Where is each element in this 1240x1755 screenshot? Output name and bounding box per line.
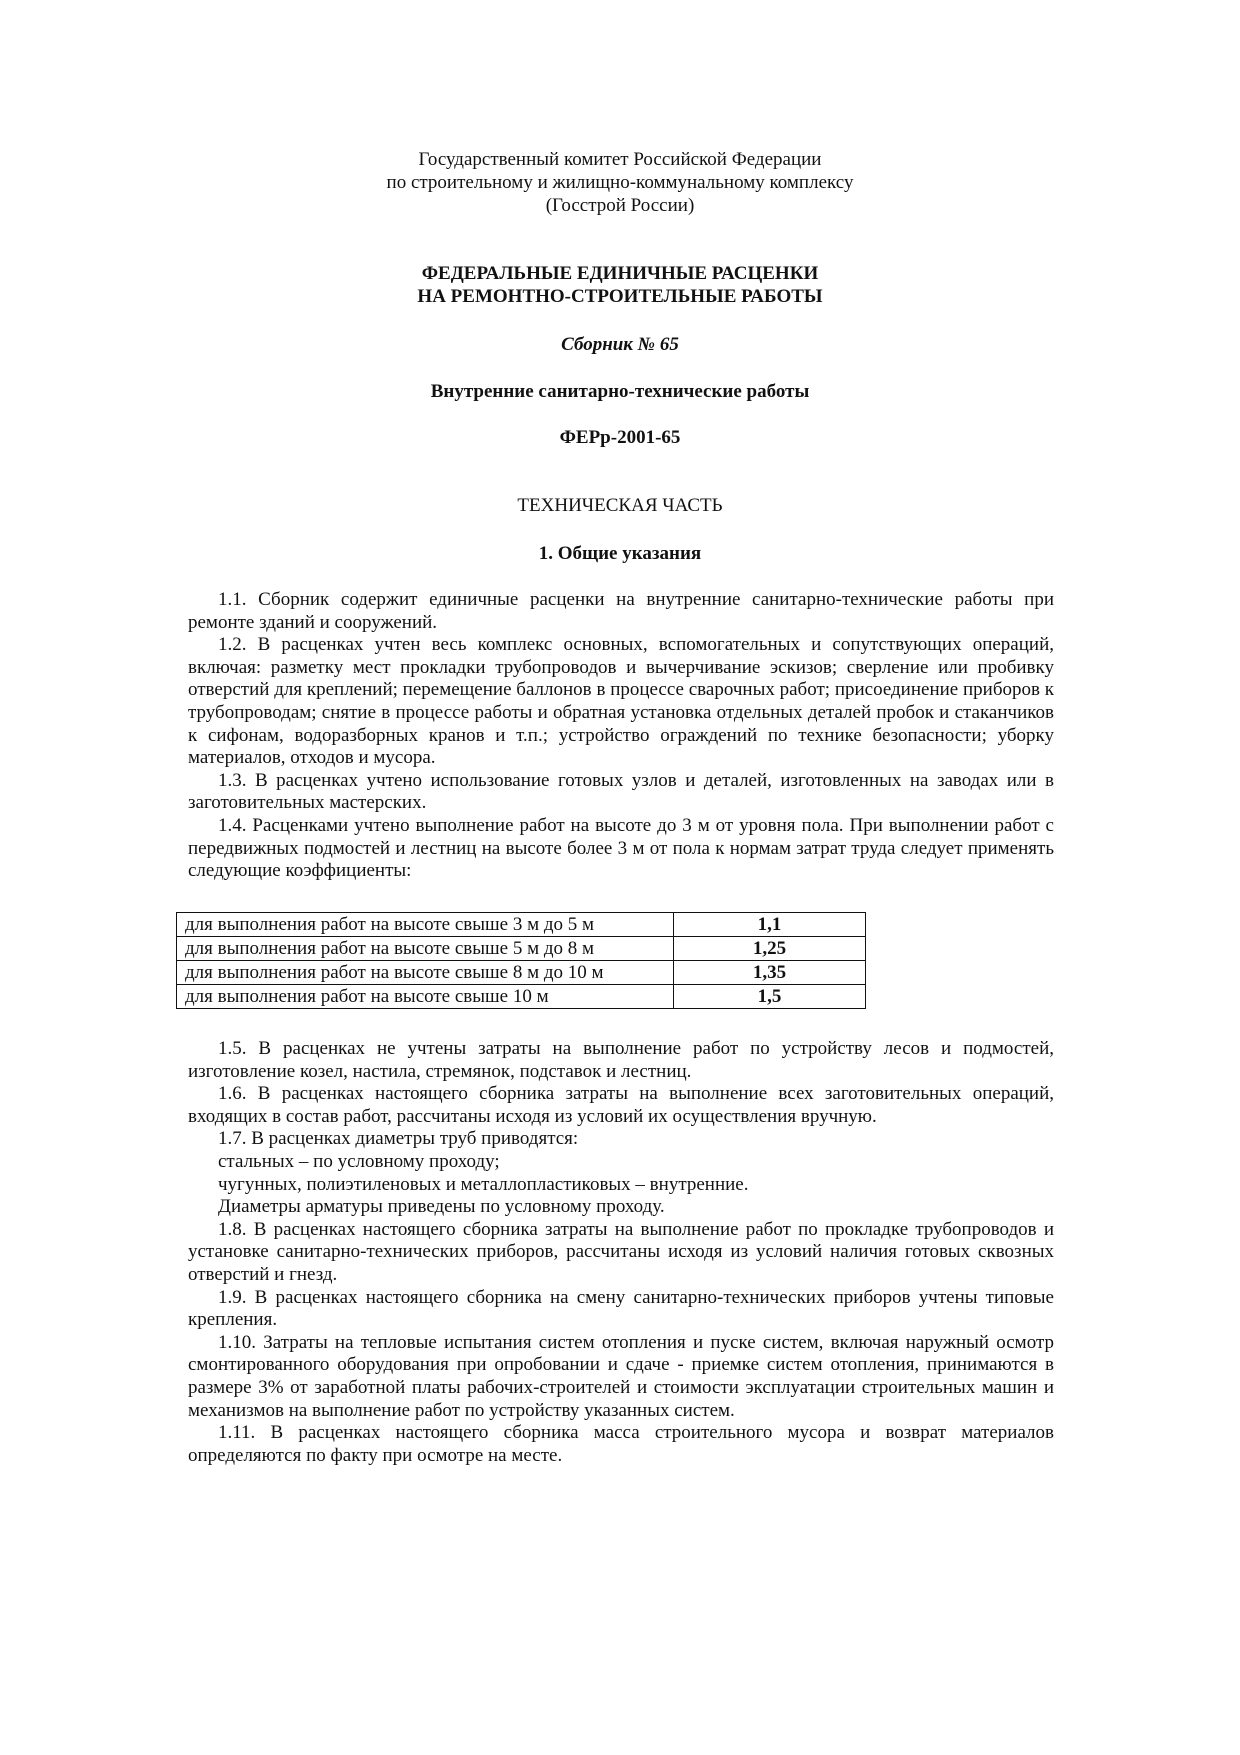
paragraph-1-5: 1.5. В расценках не учтены затраты на выполнение работ по устройству лесов и подмостей, изготовление козел, настила, стремянок, подставок и лестниц.	[188, 1038, 1054, 1082]
coefficients-table	[176, 912, 866, 1009]
section-subheading: 1. Общие указания	[538, 543, 702, 564]
paragraph-1-11: 1.11. В расценках настоящего сборника масса строительного мусора и возврат материалов определяются по факту при осмотре на месте.	[188, 1422, 1054, 1466]
header-line-3: (Госстрой России)	[545, 195, 695, 216]
table-row	[177, 913, 866, 937]
title-line-1: ФЕДЕРАЛЬНЫЕ ЕДИНИЧНЫЕ РАСЦЕНКИ	[421, 263, 819, 284]
header-line-2: по строительному и жилищно-коммунальному комплексу	[386, 172, 854, 193]
paragraph-1-6: 1.6. В расценках настоящего сборника затраты на выполнение всех заготовительных операций, входящих в состав работ, рассчитаны исходя из условий их осуществления вручную.	[188, 1083, 1054, 1127]
paragraph-1-2: 1.2. В расценках учтен весь комплекс основных, вспомогательных и сопутствующих операций, включая: разметку мест прокладки трубопроводов и вычерчивание эскизов; сверление или пробивку отверстий для креплений; перемещение баллонов в процессе сварочных работ; присоединение приборов к трубопроводам; снятие в процессе работы и обратная установка отдельных деталей пробок и стаканчиков к сифонам, водоразборных кранов и т.п.; устройство ограждений по технике безопасности; уборку материалов, отходов и мусора.	[188, 634, 1054, 769]
paragraph-1-3: 1.3. В расценках учтено использование готовых узлов и деталей, изготовленных на заводах или в заготовительных мастерских.	[188, 769, 1054, 814]
table-cell-label: для выполнения работ на высоте свыше 5 м до 8 м	[177, 937, 674, 961]
body-text-part-2	[188, 1038, 1054, 1467]
paragraph-1-7-fittings: Диаметры арматуры приведены по условному проходу.	[218, 1196, 665, 1218]
table-cell-value: 1,1	[674, 913, 866, 937]
table-cell-label: для выполнения работ на высоте свыше 8 м до 10 м	[177, 961, 674, 985]
paragraph-1-7-castiron: чугунных, полиэтиленовых и металлопластиковых – внутренние.	[218, 1173, 749, 1195]
collection-subject: Внутренние санитарно-технические работы	[430, 381, 810, 402]
paragraph-1-10: 1.10. Затраты на тепловые испытания систем отопления и пуске систем, включая наружный осмотр смонтированного оборудования при опробовании и сдаче - приемке систем отопления, принимаются в размере 3% от заработной платы рабочих-строителей и стоимости эксплуатации строительных машин и механизмов на выполнение работ по устройству указанных систем.	[188, 1331, 1054, 1421]
table-cell-label: для выполнения работ на высоте свыше 10 м	[177, 985, 674, 1009]
table-row	[177, 961, 866, 985]
collection-number: Сборник № 65	[561, 334, 679, 355]
header-line-1: Государственный комитет Российской Федерации	[418, 149, 822, 170]
paragraph-1-7-steel: стальных – по условному проходу;	[218, 1150, 500, 1172]
document-code: ФЕРр-2001-65	[559, 427, 681, 448]
table-cell-value: 1,35	[674, 961, 866, 985]
paragraph-1-1: 1.1. Сборник содержит единичные расценки на внутренние санитарно-технические работы при ремонте зданий и сооружений.	[188, 589, 1054, 633]
table-row	[177, 937, 866, 961]
paragraph-1-7: 1.7. В расценках диаметры труб приводятся:	[218, 1128, 579, 1150]
section-heading: ТЕХНИЧЕСКАЯ ЧАСТЬ	[517, 495, 723, 516]
table-row	[177, 985, 866, 1009]
table-cell-value: 1,25	[674, 937, 866, 961]
title-line-2: НА РЕМОНТНО-СТРОИТЕЛЬНЫЕ РАБОТЫ	[417, 286, 823, 307]
body-text-part-1	[188, 589, 1054, 883]
paragraph-1-8: 1.8. В расценках настоящего сборника затраты на выполнение работ по прокладке трубопроводов и установке санитарно-технических приборов, рассчитаны исходя из условий наличия готовых сквозных отверстий и гнезд.	[188, 1218, 1054, 1285]
paragraph-1-4: 1.4. Расценками учтено выполнение работ на высоте до 3 м от уровня пола. При выполнении работ с передвижных подмостей и лестниц на высоте более 3 м от пола к нормам затрат труда следует применять следующие коэффициенты:	[188, 814, 1054, 882]
table-cell-value: 1,5	[674, 985, 866, 1009]
table-cell-label: для выполнения работ на высоте свыше 3 м до 5 м	[177, 913, 674, 937]
paragraph-1-9: 1.9. В расценках настоящего сборника на смену санитарно-технических приборов учтены типовые крепления.	[188, 1286, 1054, 1331]
